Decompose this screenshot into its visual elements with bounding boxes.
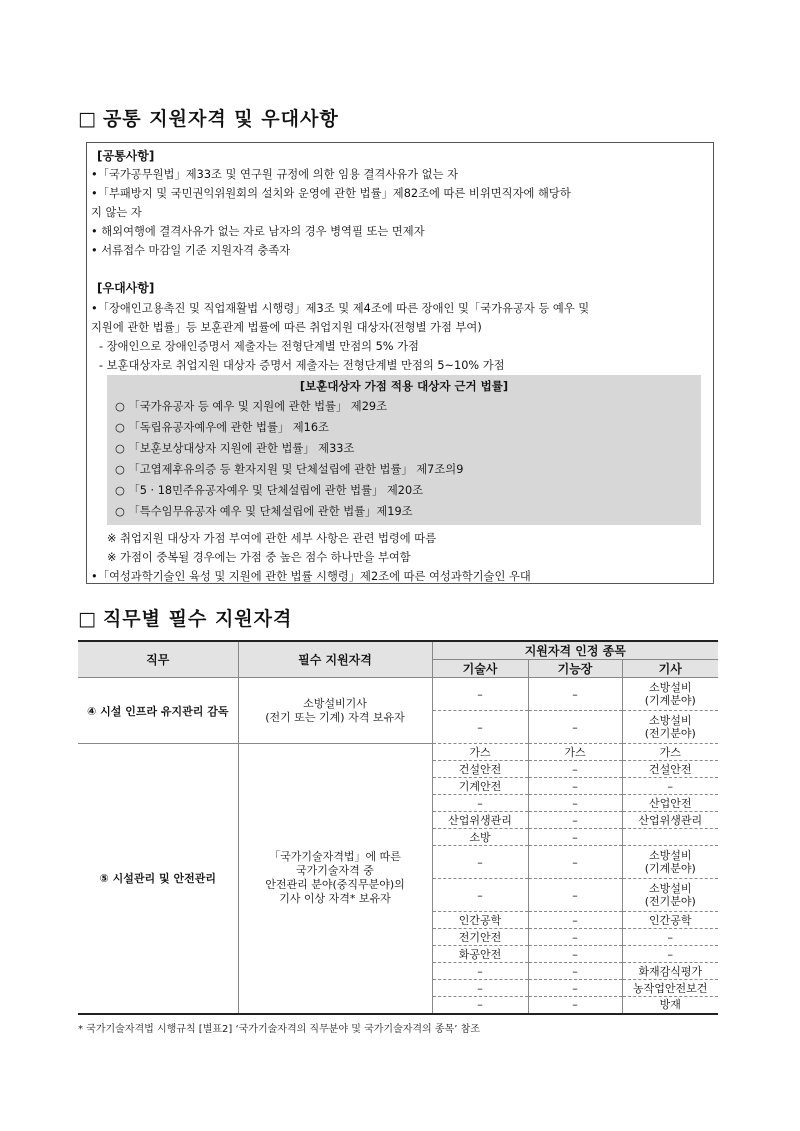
cert-cell: – [528, 946, 622, 963]
cert-cell: – [528, 678, 622, 711]
cert-cell: – [432, 997, 528, 1014]
cert-line: 소방설비 [648, 714, 692, 727]
cert-cell: 가스 [528, 744, 622, 761]
veteran-law-item: ○ 「특수임무유공자 예우 및 단체설립에 관한 법률」제19조 [115, 505, 413, 518]
cert-cell: 산업안전 [622, 795, 718, 812]
requirement-line: 기사 이상 자격* 보유자 [279, 892, 391, 906]
preference-heading: [우대사항] [97, 281, 155, 295]
job4-rows [78, 678, 718, 744]
footnote: * 국가기술자격법 시행규칙 [별표2] ‘국가기술자격의 직무분야 및 국가기술자격의 종목’ 참조 [78, 1024, 480, 1035]
cert-cell: – [528, 812, 622, 829]
checkbox-square-icon: □ [78, 608, 97, 630]
cert-cell: 소방 [432, 829, 528, 846]
cert-cell: – [528, 829, 622, 846]
cert-line: (전기분야) [644, 895, 696, 908]
cert-cell [622, 846, 718, 879]
veteran-law-title: [보훈대상자 가점 적용 대상자 근거 법률] [299, 379, 509, 393]
cert-cell: 건설안전 [622, 761, 718, 778]
preference-item: •「장애인고용촉진 및 직업재활법 시행령」제3조 및 제4조에 따른 장애인 및「국가유공자 등 예우 및 [91, 302, 590, 315]
veteran-law-item: ○ 「고엽제후유의증 등 환자지원 및 단체설립에 관한 법률」 제7조의9 [115, 463, 464, 476]
job5-label: ⑤ 시설관리 및 안전관리 [78, 744, 238, 1014]
cert-cell: – [528, 778, 622, 795]
preference-item: - 장애인으로 장애인증명서 제출자는 전형단계별 만점의 5% 가점 [99, 340, 419, 353]
cert-cell: – [528, 997, 622, 1014]
checkbox-square-icon: □ [78, 108, 97, 130]
cert-cell: – [432, 980, 528, 997]
cert-cell: 가스 [432, 744, 528, 761]
job4-requirement [238, 678, 432, 744]
cert-cell: – [432, 711, 528, 744]
common-heading: [공통사항] [97, 149, 155, 163]
header-requirement: 필수 지원자격 [238, 641, 432, 678]
cert-cell: – [432, 795, 528, 812]
cert-line: 소방설비 [648, 882, 692, 895]
job4-label: ④ 시설 인프라 유지관리 감독 [78, 678, 238, 744]
cert-cell: 방재 [622, 997, 718, 1014]
cert-cell [622, 829, 718, 846]
common-item: • 서류접수 마감일 기준 지원자격 충족자 [91, 244, 291, 257]
cert-cell: – [528, 846, 622, 879]
preference-item: - 보훈대상자로 취업지원 대상자 증명서 제출자는 전형단계별 만점의 5~10% 가점 [99, 359, 505, 372]
table-row [78, 678, 718, 711]
section-title-common [78, 104, 339, 131]
cert-cell: 화재감식평가 [622, 963, 718, 980]
section-title-job [78, 604, 292, 631]
cert-cell [622, 711, 718, 744]
cert-line: (전기분야) [644, 727, 696, 740]
common-item: •「부패방지 및 국민권익위원회의 설치와 운영에 관한 법률」제82조에 따른 비위면직자에 해당하 [91, 187, 571, 200]
cert-cell: 농작업안전보건 [622, 980, 718, 997]
requirement-line: 국가기술자격 중 [296, 864, 374, 878]
cert-cell: – [432, 678, 528, 711]
note-item: ※ 취업지원 대상자 가점 부여에 관한 세부 사항은 관련 법령에 따름 [107, 532, 437, 545]
cert-cell [622, 678, 718, 711]
cert-cell: 전기안전 [432, 929, 528, 946]
cert-cell: 화공안전 [432, 946, 528, 963]
common-item: •「국가공무원법」제33조 및 연구원 규정에 의한 임용 결격사유가 없는 자 [91, 168, 459, 181]
cert-cell: – [528, 912, 622, 929]
veteran-law-item: ○ 「보훈보상대상자 지원에 관한 법률」 제33조 [115, 442, 355, 455]
cert-line: (기계분야) [644, 694, 696, 707]
cert-cell: 기계안전 [432, 778, 528, 795]
cert-cell: – [528, 929, 622, 946]
common-qualifications-box [86, 142, 714, 584]
table-row [78, 744, 718, 761]
requirement-line: (전기 또는 기계) 자격 보유자 [265, 710, 405, 724]
note-item: ※ 가점이 중복될 경우에는 가점 중 높은 점수 하나만을 부여함 [107, 551, 411, 564]
veteran-law-item: ○ 「국가유공자 등 예우 및 지원에 관한 법률」 제29조 [115, 400, 387, 413]
cert-cell: 산업위생관리 [432, 812, 528, 829]
header-col-engineer: 기술사 [432, 660, 528, 678]
cert-cell: 인간공학 [432, 912, 528, 929]
requirement-line: 「국가기술자격법」에 따른 [269, 850, 401, 864]
requirement-line: 안전관리 분야(중직무분야)의 [265, 878, 405, 892]
veteran-law-item: ○ 「독립유공자예우에 관한 법률」 제16조 [115, 421, 329, 434]
cert-cell: – [622, 929, 718, 946]
section-title-text: 직무별 필수 지원자격 [102, 608, 293, 630]
header-col-master: 기능장 [528, 660, 622, 678]
preference-item-women: •「여성과학기술인 육성 및 지원에 관한 법률 시행령」제2조에 따른 여성과학기술인 우대 [91, 570, 531, 583]
job5-rows [78, 744, 718, 1014]
common-item: 지 않는 자 [91, 206, 142, 219]
job-requirements-table [78, 640, 718, 1015]
preference-item: 지원에 관한 법률」등 보훈관계 법률에 따른 취업지원 대상자(전형별 가점 부여) [91, 321, 482, 334]
cert-cell: 인간공학 [622, 912, 718, 929]
header-cert-group: 지원자격 인정 종목 [432, 641, 718, 660]
cert-cell: – [528, 795, 622, 812]
cert-cell: 건설안전 [432, 761, 528, 778]
cert-cell: – [432, 879, 528, 912]
cert-cell: – [528, 963, 622, 980]
cert-cell: – [528, 980, 622, 997]
cert-cell: 산업위생관리 [622, 812, 718, 829]
cert-cell: – [528, 761, 622, 778]
job5-requirement [238, 744, 432, 1014]
cert-cell [622, 879, 718, 912]
common-item: • 해외여행에 결격사유가 없는 자로 남자의 경우 병역필 또는 면제자 [91, 225, 425, 238]
requirement-line: 소방설비기사 [303, 696, 367, 710]
veteran-law-item: ○ 「5 · 18민주유공자예우 및 단체설립에 관한 법률」 제20조 [115, 484, 424, 497]
cert-cell: – [432, 846, 528, 879]
cert-line: (기계분야) [644, 862, 696, 875]
cert-line: 소방설비 [648, 849, 692, 862]
cert-cell: – [528, 711, 622, 744]
veteran-law-box [107, 375, 701, 525]
cert-cell: – [622, 946, 718, 963]
section-title-text: 공통 지원자격 및 우대사항 [102, 108, 339, 130]
cert-cell: – [622, 778, 718, 795]
cert-line: 소방설비 [648, 681, 692, 694]
cert-cell: – [528, 879, 622, 912]
header-job: 직무 [78, 641, 238, 678]
cert-cell: 가스 [622, 744, 718, 761]
header-col-technician: 기사 [622, 660, 718, 678]
cert-cell: – [432, 963, 528, 980]
